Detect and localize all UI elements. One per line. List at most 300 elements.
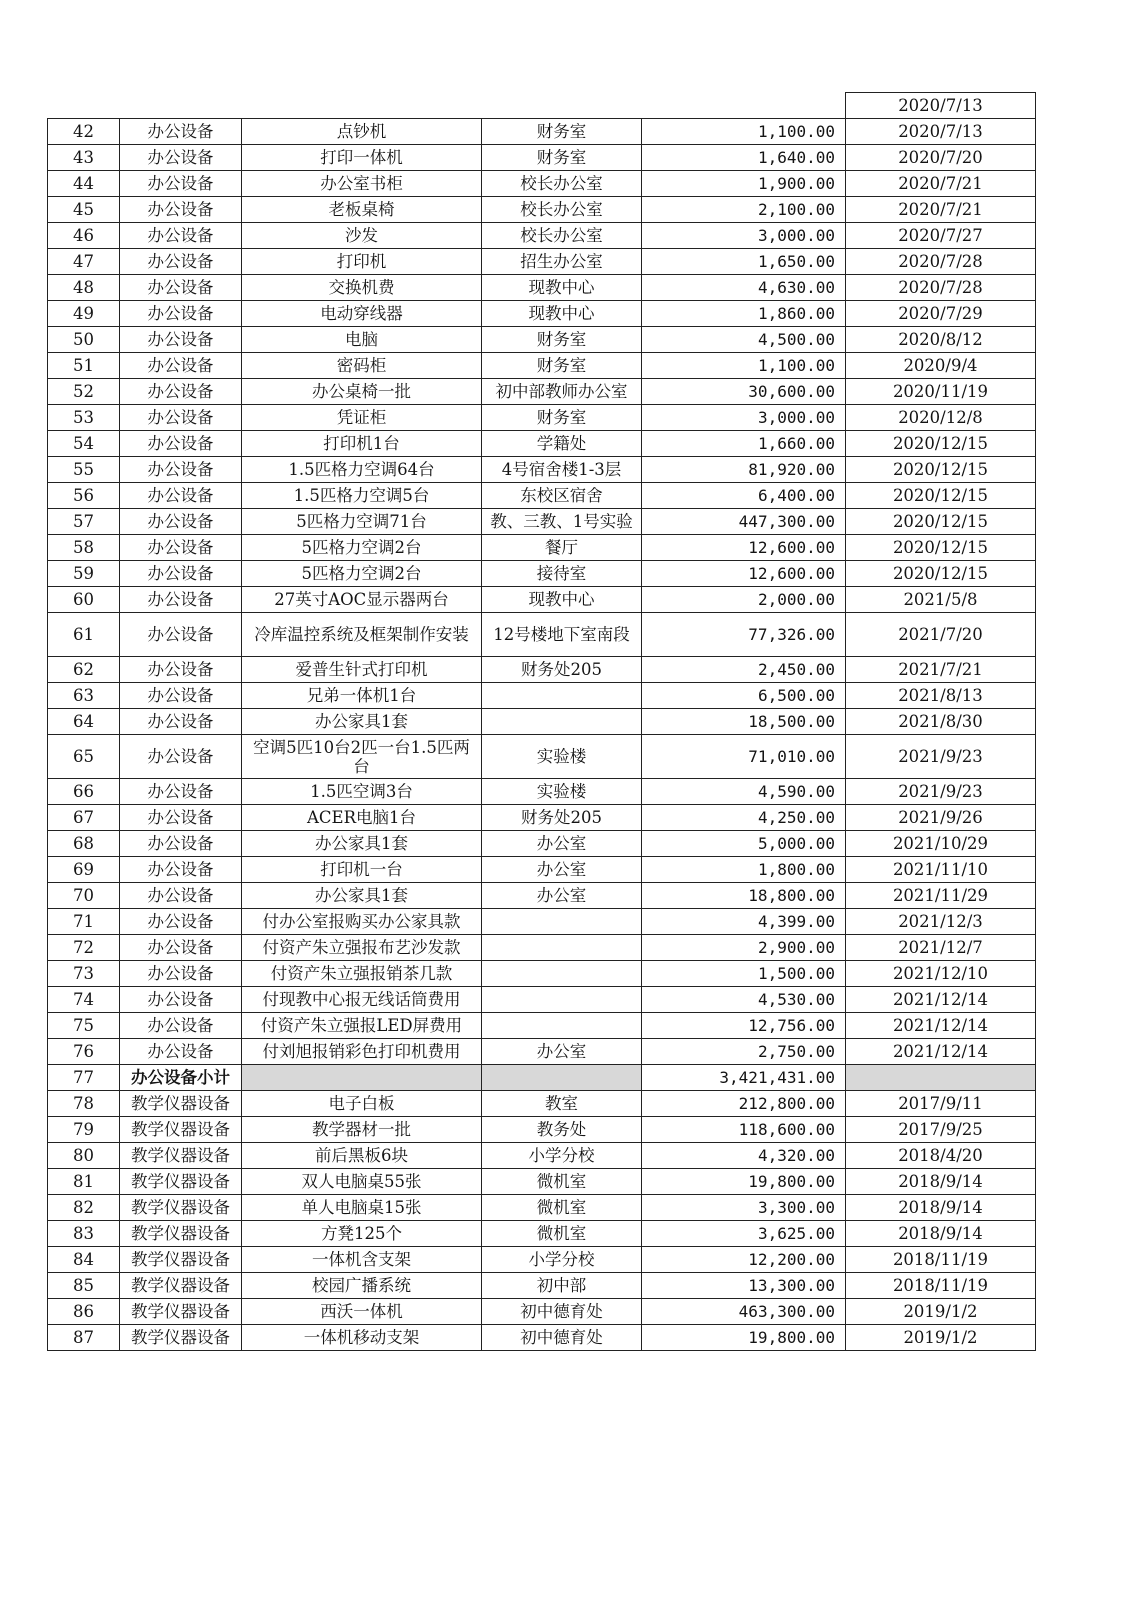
- location-cell: [482, 1013, 642, 1039]
- table-row: [48, 735, 1036, 779]
- amount-cell: 19,800.00: [642, 1169, 846, 1195]
- amount-cell: 212,800.00: [642, 1091, 846, 1117]
- table-row: [48, 961, 1036, 987]
- table-row: [48, 509, 1036, 535]
- location-cell: 餐厅: [482, 535, 642, 561]
- date-cell: 2020/12/15: [846, 431, 1036, 457]
- item-name-cell: 办公家具1套: [242, 883, 482, 909]
- item-name-cell: 付现教中心报无线话筒费用: [242, 987, 482, 1013]
- item-name-cell: 空调5匹10台2匹一台1.5匹两台: [242, 735, 482, 779]
- row-number-cell: 68: [48, 831, 120, 857]
- amount-cell: 4,320.00: [642, 1143, 846, 1169]
- row-number-cell: 61: [48, 613, 120, 657]
- location-cell: 初中部: [482, 1273, 642, 1299]
- item-name-cell: 电子白板: [242, 1091, 482, 1117]
- item-name-cell: 付资产朱立强报LED屏费用: [242, 1013, 482, 1039]
- item-name-cell: 爱普生针式打印机: [242, 657, 482, 683]
- table-row: [48, 197, 1036, 223]
- amount-cell: 71,010.00: [642, 735, 846, 779]
- item-name-cell: 老板桌椅: [242, 197, 482, 223]
- amount-cell: 12,756.00: [642, 1013, 846, 1039]
- category-cell: 办公设备: [120, 171, 242, 197]
- location-cell: 现教中心: [482, 587, 642, 613]
- location-cell: 初中部教师办公室: [482, 379, 642, 405]
- table-row: [48, 987, 1036, 1013]
- category-cell: 办公设备: [120, 457, 242, 483]
- category-cell: 办公设备: [120, 327, 242, 353]
- item-name-cell: 付办公室报购买办公家具款: [242, 909, 482, 935]
- item-name-cell: 校园广播系统: [242, 1273, 482, 1299]
- category-cell: 教学仪器设备: [120, 1143, 242, 1169]
- row-number-cell: 83: [48, 1221, 120, 1247]
- category-cell: 办公设备: [120, 935, 242, 961]
- row-number-cell: 82: [48, 1195, 120, 1221]
- date-cell: 2020/12/15: [846, 561, 1036, 587]
- row-number-cell: 81: [48, 1169, 120, 1195]
- subtotal-row: [48, 1065, 1036, 1091]
- category-cell: 办公设备: [120, 223, 242, 249]
- date-cell: 2017/9/25: [846, 1117, 1036, 1143]
- date-cell: 2020/11/19: [846, 379, 1036, 405]
- item-name-cell: 1.5匹空调3台: [242, 779, 482, 805]
- amount-cell: 3,000.00: [642, 223, 846, 249]
- row-number-cell: 72: [48, 935, 120, 961]
- row-number-cell: 53: [48, 405, 120, 431]
- amount-cell: 6,500.00: [642, 683, 846, 709]
- location-cell: 财务处205: [482, 657, 642, 683]
- category-cell: 办公设备: [120, 249, 242, 275]
- date-cell: 2021/9/23: [846, 735, 1036, 779]
- amount-cell: 3,300.00: [642, 1195, 846, 1221]
- item-name-cell: 西沃一体机: [242, 1299, 482, 1325]
- location-cell: 财务室: [482, 353, 642, 379]
- date-cell: 2018/9/14: [846, 1221, 1036, 1247]
- table-row: [48, 405, 1036, 431]
- item-name-cell: 冷库温控系统及框架制作安装: [242, 613, 482, 657]
- item-name-cell: 密码柜: [242, 353, 482, 379]
- date-cell: 2021/12/14: [846, 1013, 1036, 1039]
- item-name-cell: 一体机含支架: [242, 1247, 482, 1273]
- table-row: [48, 327, 1036, 353]
- item-name-cell: 凭证柜: [242, 405, 482, 431]
- table-row: [48, 1143, 1036, 1169]
- amount-cell: 3,421,431.00: [642, 1065, 846, 1091]
- amount-cell: 1,650.00: [642, 249, 846, 275]
- item-name-cell: 教学器材一批: [242, 1117, 482, 1143]
- row-number-cell: 43: [48, 145, 120, 171]
- amount-cell: 4,500.00: [642, 327, 846, 353]
- table-row: [48, 249, 1036, 275]
- row-number-cell: 51: [48, 353, 120, 379]
- category-cell: 办公设备: [120, 301, 242, 327]
- amount-cell: 4,399.00: [642, 909, 846, 935]
- table-row: [48, 431, 1036, 457]
- date-cell: 2021/7/21: [846, 657, 1036, 683]
- row-number-cell: 48: [48, 275, 120, 301]
- row-number-cell: 69: [48, 857, 120, 883]
- row-number-cell: 67: [48, 805, 120, 831]
- location-cell: 财务室: [482, 119, 642, 145]
- category-cell: 办公设备: [120, 613, 242, 657]
- category-cell: 教学仪器设备: [120, 1117, 242, 1143]
- row-number-cell: 80: [48, 1143, 120, 1169]
- amount-cell: 18,800.00: [642, 883, 846, 909]
- row-number-cell: 60: [48, 587, 120, 613]
- table-row: [48, 587, 1036, 613]
- amount-cell: 447,300.00: [642, 509, 846, 535]
- item-name-cell: 付刘旭报销彩色打印机费用: [242, 1039, 482, 1065]
- item-name-cell: 办公家具1套: [242, 831, 482, 857]
- location-cell: 小学分校: [482, 1143, 642, 1169]
- date-cell: 2021/8/30: [846, 709, 1036, 735]
- location-cell: 教务处: [482, 1117, 642, 1143]
- location-cell: 初中德育处: [482, 1325, 642, 1351]
- table-row: [48, 535, 1036, 561]
- date-cell: 2021/11/10: [846, 857, 1036, 883]
- location-cell: 4号宿舍楼1-3层: [482, 457, 642, 483]
- amount-cell: 1,800.00: [642, 857, 846, 883]
- date-cell: 2021/10/29: [846, 831, 1036, 857]
- item-name-cell: 27英寸AOC显示器两台: [242, 587, 482, 613]
- date-cell: 2021/8/13: [846, 683, 1036, 709]
- date-cell: 2020/7/20: [846, 145, 1036, 171]
- location-cell: 办公室: [482, 883, 642, 909]
- date-cell: 2021/12/3: [846, 909, 1036, 935]
- category-cell: 办公设备: [120, 561, 242, 587]
- location-cell: 实验楼: [482, 779, 642, 805]
- location-cell: 办公室: [482, 831, 642, 857]
- category-cell: 办公设备: [120, 483, 242, 509]
- row-number-cell: 57: [48, 509, 120, 535]
- amount-cell: 4,250.00: [642, 805, 846, 831]
- row-number-cell: 46: [48, 223, 120, 249]
- table-row: [48, 171, 1036, 197]
- amount-cell: 1,500.00: [642, 961, 846, 987]
- category-cell: 办公设备: [120, 961, 242, 987]
- date-cell: 2021/12/10: [846, 961, 1036, 987]
- row-number-cell: 49: [48, 301, 120, 327]
- table-row: [48, 145, 1036, 171]
- date-cell: 2018/11/19: [846, 1273, 1036, 1299]
- amount-cell: 30,600.00: [642, 379, 846, 405]
- partial-header-row: [48, 93, 1036, 119]
- item-name-cell: 打印机: [242, 249, 482, 275]
- amount-cell: 12,200.00: [642, 1247, 846, 1273]
- row-number-cell: 56: [48, 483, 120, 509]
- table-row: [48, 935, 1036, 961]
- date-cell: 2020/12/8: [846, 405, 1036, 431]
- asset-register-sheet: [47, 92, 1035, 1351]
- item-name-cell: 5匹格力空调2台: [242, 535, 482, 561]
- row-number-cell: 74: [48, 987, 120, 1013]
- category-cell: 办公设备: [120, 683, 242, 709]
- date-cell: 2020/9/4: [846, 353, 1036, 379]
- category-cell: 办公设备: [120, 909, 242, 935]
- location-cell: 办公室: [482, 857, 642, 883]
- category-cell: 办公设备: [120, 779, 242, 805]
- date-cell: 2021/5/8: [846, 587, 1036, 613]
- table-row: [48, 831, 1036, 857]
- location-cell: 教、三教、1号实验: [482, 509, 642, 535]
- item-name-cell: [242, 1065, 482, 1091]
- location-cell: 实验楼: [482, 735, 642, 779]
- location-cell: 现教中心: [482, 301, 642, 327]
- amount-cell: 4,530.00: [642, 987, 846, 1013]
- date-cell: 2020/7/21: [846, 197, 1036, 223]
- row-number-cell: 63: [48, 683, 120, 709]
- amount-cell: 118,600.00: [642, 1117, 846, 1143]
- item-name-cell: 点钞机: [242, 119, 482, 145]
- table-row: [48, 223, 1036, 249]
- date-cell: 2020/8/12: [846, 327, 1036, 353]
- table-row: [48, 353, 1036, 379]
- location-cell: 微机室: [482, 1195, 642, 1221]
- category-cell: 办公设备: [120, 431, 242, 457]
- category-cell: 办公设备: [120, 145, 242, 171]
- location-cell: 校长办公室: [482, 171, 642, 197]
- table-row: [48, 1117, 1036, 1143]
- amount-cell: 2,450.00: [642, 657, 846, 683]
- category-cell: 办公设备: [120, 709, 242, 735]
- amount-cell: 1,860.00: [642, 301, 846, 327]
- table-row: [48, 883, 1036, 909]
- row-number-cell: 78: [48, 1091, 120, 1117]
- category-cell: 办公设备: [120, 353, 242, 379]
- category-cell: 办公设备: [120, 657, 242, 683]
- row-number-cell: 59: [48, 561, 120, 587]
- row-number-cell: 66: [48, 779, 120, 805]
- date-cell: 2021/12/14: [846, 987, 1036, 1013]
- row-number-cell: 45: [48, 197, 120, 223]
- date-cell: 2017/9/11: [846, 1091, 1036, 1117]
- table-row: [48, 805, 1036, 831]
- category-cell: 教学仪器设备: [120, 1169, 242, 1195]
- row-number-cell: 85: [48, 1273, 120, 1299]
- table-row: [48, 779, 1036, 805]
- row-number-cell: 79: [48, 1117, 120, 1143]
- table-row: [48, 709, 1036, 735]
- category-cell: 办公设备: [120, 857, 242, 883]
- location-cell: 财务室: [482, 145, 642, 171]
- item-name-cell: 5匹格力空调2台: [242, 561, 482, 587]
- category-cell: 办公设备: [120, 1039, 242, 1065]
- location-cell: 财务室: [482, 327, 642, 353]
- category-cell: 办公设备: [120, 805, 242, 831]
- category-cell: 办公设备: [120, 379, 242, 405]
- location-cell: 财务室: [482, 405, 642, 431]
- item-name-cell: 方凳125个: [242, 1221, 482, 1247]
- table-row: [48, 657, 1036, 683]
- asset-register-table: [47, 92, 1036, 1351]
- table-row: [48, 483, 1036, 509]
- amount-cell: 77,326.00: [642, 613, 846, 657]
- date-cell: 2020/12/15: [846, 535, 1036, 561]
- date-cell: 2021/9/26: [846, 805, 1036, 831]
- table-row: [48, 457, 1036, 483]
- item-name-cell: 办公室书柜: [242, 171, 482, 197]
- amount-cell: 463,300.00: [642, 1299, 846, 1325]
- location-cell: 微机室: [482, 1169, 642, 1195]
- amount-cell: 6,400.00: [642, 483, 846, 509]
- location-cell: 教室: [482, 1091, 642, 1117]
- date-cell: [846, 1065, 1036, 1091]
- row-number-cell: 70: [48, 883, 120, 909]
- location-cell: [482, 961, 642, 987]
- item-name-cell: 前后黑板6块: [242, 1143, 482, 1169]
- date-cell: 2020/7/27: [846, 223, 1036, 249]
- table-row: [48, 1013, 1036, 1039]
- table-row: [48, 561, 1036, 587]
- row-number-cell: 86: [48, 1299, 120, 1325]
- location-cell: 东校区宿舍: [482, 483, 642, 509]
- item-name-cell: 交换机费: [242, 275, 482, 301]
- location-cell: 学籍处: [482, 431, 642, 457]
- date-cell: 2021/12/14: [846, 1039, 1036, 1065]
- row-number-cell: 65: [48, 735, 120, 779]
- item-name-cell: 打印机1台: [242, 431, 482, 457]
- item-name-cell: 办公桌椅一批: [242, 379, 482, 405]
- row-number-cell: 76: [48, 1039, 120, 1065]
- row-number-cell: 84: [48, 1247, 120, 1273]
- amount-cell: 1,100.00: [642, 353, 846, 379]
- date-cell: 2020/12/15: [846, 483, 1036, 509]
- row-number-cell: 50: [48, 327, 120, 353]
- location-cell: 现教中心: [482, 275, 642, 301]
- date-cell: 2020/7/13: [846, 119, 1036, 145]
- item-name-cell: 电脑: [242, 327, 482, 353]
- date-cell: 2020/7/28: [846, 275, 1036, 301]
- header-date-cell: 2020/7/13: [846, 93, 1036, 119]
- amount-cell: 19,800.00: [642, 1325, 846, 1351]
- item-name-cell: ACER电脑1台: [242, 805, 482, 831]
- table-row: [48, 1247, 1036, 1273]
- amount-cell: 2,100.00: [642, 197, 846, 223]
- location-cell: [482, 987, 642, 1013]
- location-cell: [482, 909, 642, 935]
- date-cell: 2020/7/29: [846, 301, 1036, 327]
- table-row: [48, 613, 1036, 657]
- category-cell: 办公设备: [120, 1013, 242, 1039]
- item-name-cell: 双人电脑桌55张: [242, 1169, 482, 1195]
- location-cell: 12号楼地下室南段: [482, 613, 642, 657]
- date-cell: 2018/9/14: [846, 1195, 1036, 1221]
- location-cell: [482, 935, 642, 961]
- amount-cell: 3,000.00: [642, 405, 846, 431]
- row-number-cell: 75: [48, 1013, 120, 1039]
- item-name-cell: 兄弟一体机1台: [242, 683, 482, 709]
- category-cell: 教学仪器设备: [120, 1091, 242, 1117]
- table-row: [48, 909, 1036, 935]
- location-cell: 财务处205: [482, 805, 642, 831]
- category-cell: 办公设备: [120, 735, 242, 779]
- table-row: [48, 1273, 1036, 1299]
- table-row: [48, 1169, 1036, 1195]
- location-cell: [482, 709, 642, 735]
- table-row: [48, 1039, 1036, 1065]
- row-number-cell: 71: [48, 909, 120, 935]
- amount-cell: 13,300.00: [642, 1273, 846, 1299]
- row-number-cell: 55: [48, 457, 120, 483]
- location-cell: 校长办公室: [482, 223, 642, 249]
- blank-cell: [48, 93, 642, 119]
- date-cell: 2018/4/20: [846, 1143, 1036, 1169]
- amount-cell: 1,640.00: [642, 145, 846, 171]
- row-number-cell: 73: [48, 961, 120, 987]
- location-cell: 办公室: [482, 1039, 642, 1065]
- blank-amount-cell: [642, 93, 846, 119]
- amount-cell: 2,000.00: [642, 587, 846, 613]
- date-cell: 2019/1/2: [846, 1299, 1036, 1325]
- amount-cell: 12,600.00: [642, 535, 846, 561]
- category-cell: 教学仪器设备: [120, 1221, 242, 1247]
- amount-cell: 3,625.00: [642, 1221, 846, 1247]
- amount-cell: 1,100.00: [642, 119, 846, 145]
- location-cell: 初中德育处: [482, 1299, 642, 1325]
- amount-cell: 81,920.00: [642, 457, 846, 483]
- category-cell: 办公设备: [120, 883, 242, 909]
- date-cell: 2020/12/15: [846, 457, 1036, 483]
- item-name-cell: 一体机移动支架: [242, 1325, 482, 1351]
- amount-cell: 18,500.00: [642, 709, 846, 735]
- category-cell: 办公设备: [120, 275, 242, 301]
- category-cell: 办公设备: [120, 119, 242, 145]
- row-number-cell: 77: [48, 1065, 120, 1091]
- item-name-cell: 沙发: [242, 223, 482, 249]
- table-row: [48, 1299, 1036, 1325]
- location-cell: 微机室: [482, 1221, 642, 1247]
- table-row: [48, 1195, 1036, 1221]
- date-cell: 2019/1/2: [846, 1325, 1036, 1351]
- date-cell: 2020/7/28: [846, 249, 1036, 275]
- date-cell: 2021/9/23: [846, 779, 1036, 805]
- item-name-cell: 办公家具1套: [242, 709, 482, 735]
- row-number-cell: 42: [48, 119, 120, 145]
- category-cell: 教学仪器设备: [120, 1299, 242, 1325]
- item-name-cell: 5匹格力空调71台: [242, 509, 482, 535]
- table-body: [48, 93, 1036, 1351]
- date-cell: 2020/12/15: [846, 509, 1036, 535]
- row-number-cell: 62: [48, 657, 120, 683]
- amount-cell: 4,590.00: [642, 779, 846, 805]
- category-cell: 办公设备小计: [120, 1065, 242, 1091]
- amount-cell: 4,630.00: [642, 275, 846, 301]
- date-cell: 2021/11/29: [846, 883, 1036, 909]
- category-cell: 教学仪器设备: [120, 1195, 242, 1221]
- row-number-cell: 44: [48, 171, 120, 197]
- table-row: [48, 301, 1036, 327]
- item-name-cell: 打印机一台: [242, 857, 482, 883]
- item-name-cell: 打印一体机: [242, 145, 482, 171]
- item-name-cell: 电动穿线器: [242, 301, 482, 327]
- category-cell: 教学仪器设备: [120, 1273, 242, 1299]
- amount-cell: 2,750.00: [642, 1039, 846, 1065]
- item-name-cell: 1.5匹格力空调5台: [242, 483, 482, 509]
- category-cell: 办公设备: [120, 987, 242, 1013]
- amount-cell: 1,900.00: [642, 171, 846, 197]
- item-name-cell: 1.5匹格力空调64台: [242, 457, 482, 483]
- date-cell: 2018/11/19: [846, 1247, 1036, 1273]
- date-cell: 2020/7/21: [846, 171, 1036, 197]
- category-cell: 办公设备: [120, 587, 242, 613]
- table-row: [48, 1325, 1036, 1351]
- date-cell: 2021/7/20: [846, 613, 1036, 657]
- table-row: [48, 1221, 1036, 1247]
- row-number-cell: 47: [48, 249, 120, 275]
- category-cell: 办公设备: [120, 535, 242, 561]
- row-number-cell: 64: [48, 709, 120, 735]
- category-cell: 办公设备: [120, 831, 242, 857]
- row-number-cell: 87: [48, 1325, 120, 1351]
